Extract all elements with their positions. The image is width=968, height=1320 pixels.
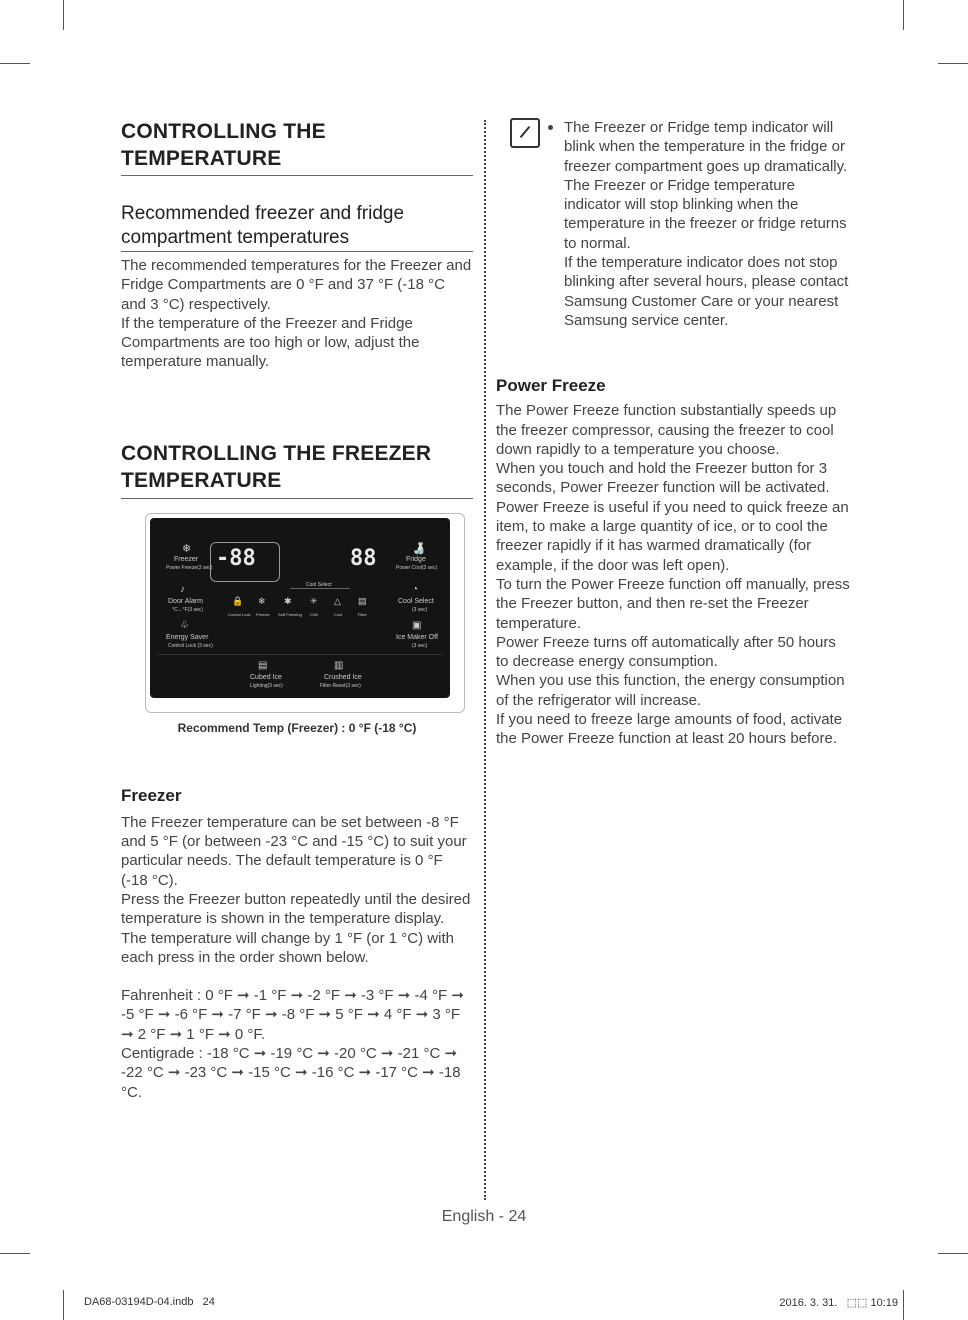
cool-select-icon: ◔	[412, 583, 419, 595]
paragraph: The Power Freeze function substantially speeds up the freezer compressor, causing the freezer to cool down rapidly to a temperature you choose.	[496, 402, 837, 458]
freezer-temp-display: -88	[216, 545, 256, 571]
panel-icon-label: Cool	[334, 611, 343, 617]
paragraph: The Freezer temperature can be set between -8 °F and 5 °F (or between -23 °C and -15 °C) to suit your particular needs. The default temperature is 0 °F (-18 °C).	[121, 813, 467, 889]
door-alarm-label: Door Alarm	[168, 597, 204, 605]
paragraph: When you use this function, the energy consumption of the refrigerator will increase.	[496, 672, 845, 709]
note-line: The Freezer or Fridge temperature indicator will stop blinking when the temperature in the freezer or fridge returns to normal.	[564, 176, 847, 252]
freezer-mode-icon: ❄	[258, 595, 266, 606]
paragraph: If you need to freeze large amounts of food, activate the Power Freeze function at least 20 hours before.	[496, 711, 843, 748]
crop-mark	[63, 1290, 64, 1320]
note-block	[496, 118, 850, 330]
paragraph: To turn the Power Freeze function off manually, press the Freezer button, and then re-set the Freezer temperature.	[496, 575, 850, 632]
freezer-button-icon: ❄	[182, 542, 192, 555]
panel-icon-label: Freezer	[256, 611, 270, 617]
soft-freezing-icon: ✱	[284, 595, 292, 606]
panel-divider	[158, 654, 442, 655]
paragraph: The recommended temperatures for the Freezer and Fridge Compartments are 0 °F and 37 °F (-18 °C and 3 °C) respectively.	[121, 257, 472, 313]
paragraph: Power Freeze turns off automatically after 50 hours to decrease energy consumption.	[496, 633, 836, 671]
section-title-controlling-temperature: CONTROLLING THE TEMPERATURE	[121, 120, 326, 170]
power-freeze-heading: Power Freeze	[496, 376, 606, 396]
fridge-temp-display: 88	[350, 545, 377, 571]
centigrade-sequence: Centigrade : -18 °C ➞ -19 °C ➞ -20 °C ➞ -21 °C ➞ -22 °C ➞ -23 °C ➞ -15 °C ➞ -16 °C ➞ -17 °C ➞ -18 °C.	[121, 1045, 461, 1101]
file-name: DA68-03194D-04.indb 24	[84, 1296, 215, 1308]
freezer-heading: Freezer	[121, 785, 182, 805]
control-panel-figure	[145, 513, 475, 735]
door-alarm-sublabel: °C↔°F(3 sec)	[172, 606, 203, 613]
door-alarm-icon: ♪	[180, 583, 185, 595]
panel-icon-label: Chill	[310, 611, 318, 617]
crushed-ice-label: Crushed Ice	[324, 673, 362, 681]
energy-saver-sublabel: Control Lock (3 sec)	[168, 642, 213, 649]
subsection-title-recommended: Recommended freezer and fridge compartment temperatures	[121, 203, 405, 248]
figure-caption: Recommend Temp (Freezer) : 0 °F (-18 °C)	[177, 720, 417, 735]
right-column	[496, 118, 850, 749]
panel-icon-label: Control Lock	[228, 611, 251, 617]
print-date: 2016. 3. 31. ⬚⬚ 10:19	[779, 1297, 898, 1309]
cubed-ice-sublabel: Lighting(3 sec)	[250, 682, 283, 689]
paragraph: If the temperature of the Freezer and Fridge Compartments are too high or low, adjust the temperature manually.	[121, 314, 420, 371]
section-rule	[121, 498, 473, 499]
paragraph: The temperature will change by 1 °F (or 1 °C) with each press in the order shown below.	[121, 929, 454, 966]
cool-select-sublabel: (3 sec)	[412, 606, 428, 613]
freezer-button-sublabel: Power Freeze(3 sec)	[166, 564, 213, 571]
panel-divider	[290, 588, 350, 589]
cool-select-small-label: Cool Select	[306, 581, 332, 588]
crop-mark	[0, 1253, 30, 1254]
paragraph: Press the Freezer button repeatedly until the desired temperature is shown in the temperature display.	[121, 890, 471, 928]
fridge-button-sublabel: Power Cool(3 sec)	[396, 564, 438, 571]
cubed-ice-icon: ▤	[258, 659, 268, 671]
chill-icon: ✳	[310, 595, 318, 606]
paragraph: Power Freeze is useful if you need to quick freeze an item, to make a large quantity of ice, or to cool the freezer rapidly if it has warmed dramatically (for example, if the door was left open).	[496, 498, 849, 574]
fridge-button-icon: 🍶	[412, 542, 426, 555]
column-divider	[484, 120, 486, 1200]
crop-mark	[938, 63, 968, 64]
fahrenheit-sequence: Fahrenheit : 0 °F ➞ -1 °F ➞ -2 °F ➞ -3 °F ➞ -4 °F ➞ -5 °F ➞ -6 °F ➞ -7 °F ➞ -8 °F ➞ 5 °F ➞ 4 °F ➞ 3 °F ➞ 2 °F ➞ 1 °F ➞ 0 °F.	[121, 987, 464, 1043]
ice-maker-label: Ice Maker Off	[396, 633, 438, 641]
cool-icon: △	[334, 595, 341, 606]
bullet-icon	[548, 125, 553, 130]
crop-mark	[0, 63, 30, 64]
energy-saver-label: Energy Saver	[166, 633, 209, 641]
control-panel-frame	[145, 513, 465, 713]
page-number: English - 24	[441, 1208, 527, 1225]
ice-maker-icon: ▣	[412, 619, 422, 631]
note-icon	[510, 118, 540, 148]
ice-maker-sublabel: (3 sec)	[412, 642, 428, 649]
cool-select-label: Cool Select	[398, 597, 434, 605]
control-panel	[150, 518, 450, 698]
section-title-controlling-freezer: CONTROLLING THE FREEZER TEMPERATURE	[121, 441, 432, 492]
crop-mark	[903, 1290, 904, 1320]
panel-icon-label: Filter	[358, 611, 367, 617]
filter-icon: ▤	[358, 595, 367, 606]
control-lock-icon: 🔒	[232, 595, 244, 606]
note-line: The Freezer or Fridge temp indicator will blink when the temperature in the fridge or freezer compartment goes up dramatically.	[564, 119, 848, 175]
crop-mark	[63, 0, 64, 30]
left-column	[121, 118, 473, 1102]
paragraph: When you touch and hold the Freezer button for 3 seconds, Power Freezer function will be activated.	[496, 460, 830, 497]
cubed-ice-label: Cubed Ice	[250, 673, 282, 681]
crushed-ice-sublabel: Filter Reset(3 sec)	[320, 682, 361, 689]
fridge-button-label: Fridge	[406, 555, 426, 563]
crop-mark	[903, 0, 904, 30]
crushed-ice-icon: ▥	[334, 659, 344, 671]
freezer-button-label: Freezer	[174, 555, 199, 563]
panel-icon-label: Soft Freezing	[278, 611, 302, 617]
crop-mark	[938, 1253, 968, 1254]
note-line: If the temperature indicator does not stop blinking after several hours, please contact Samsung Customer Care or your nearest Samsung service center.	[564, 254, 849, 329]
energy-saver-icon: ♧	[180, 619, 189, 631]
